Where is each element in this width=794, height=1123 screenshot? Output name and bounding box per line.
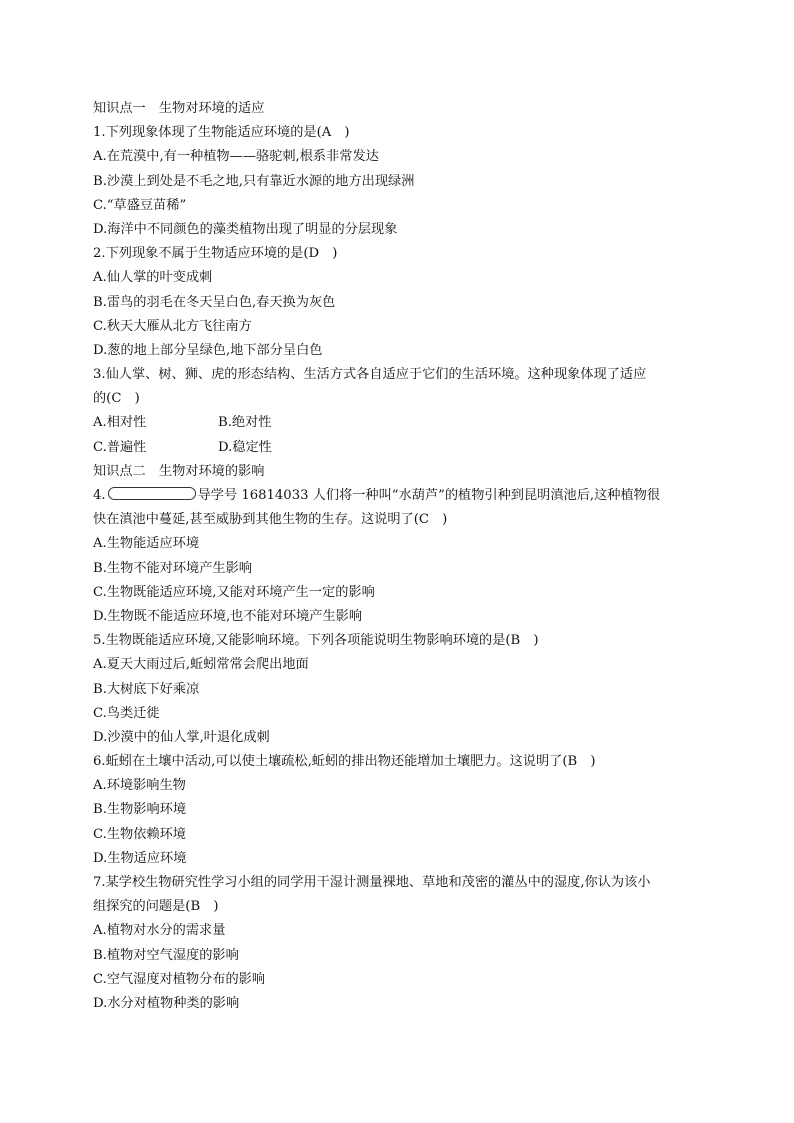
- question-5-option-a: A.夏天大雨过后,蚯蚓常常会爬出地面: [93, 657, 309, 673]
- question-6-option-d: D.生物适应环境: [93, 850, 187, 866]
- question-7-option-a: A.植物对水分的需求量: [93, 923, 226, 939]
- question-2: [93, 242, 705, 363]
- question-6-option-a: A.环境影响生物: [93, 778, 186, 794]
- question-4: [93, 484, 705, 629]
- guide-badge-icon: [108, 487, 196, 500]
- question-3-stem-line-2: 的(C ): [93, 391, 140, 407]
- question-5-option-c: C.鸟类迁徙: [93, 705, 160, 721]
- question-1-option-b: B.沙漠上到处是不毛之地,只有靠近水源的地方出现绿洲: [93, 173, 415, 189]
- question-1-option-d: D.海洋中不同颜色的藻类植物出现了明显的分层现象: [93, 221, 398, 237]
- question-1-option-a: A.在荒漠中,有一种植物——骆驼刺,根系非常发达: [93, 149, 379, 165]
- question-7-option-c: C.空气湿度对植物分布的影响: [93, 971, 266, 987]
- question-7-stem-line-2: 组探究的问题是(B ): [93, 899, 219, 915]
- question-4-stem-line-2: 快在滇池中蔓延,甚至威胁到其他生物的生存。这说明了(C ): [93, 512, 448, 528]
- question-7-stem-line-1: 7.某学校生物研究性学习小组的同学用干湿计测量裸地、草地和茂密的灌丛中的湿度,你认为该小: [93, 875, 651, 890]
- question-7-option-d: D.水分对植物种类的影响: [93, 995, 240, 1011]
- question-3: [93, 363, 705, 460]
- question-7-option-b: B.植物对空气湿度的影响: [93, 947, 239, 963]
- question-6: [93, 750, 705, 871]
- question-5-option-d: D.沙漠中的仙人掌,叶退化成刺: [93, 729, 270, 745]
- worksheet-page: [93, 97, 705, 1016]
- question-4-option-c: C.生物既能适应环境,又能对环境产生一定的影响: [93, 584, 375, 600]
- question-3-option-b: B.绝对性: [218, 415, 272, 431]
- question-6-option-c: C.生物依赖环境: [93, 826, 186, 842]
- question-4-option-d: D.生物既不能适应环境,也不能对环境产生影响: [93, 608, 363, 624]
- question-2-stem: 2.下列现象不属于生物适应环境的是(D ): [93, 246, 338, 262]
- question-4-stem-text: 导学号 16814033 人们将一种叫“水葫芦”的植物引种到昆明滇池后,这种植物很: [197, 488, 661, 503]
- question-5: [93, 629, 705, 750]
- question-6-option-b: B.生物影响环境: [93, 802, 187, 818]
- question-5-option-b: B.大树底下好乘凉: [93, 681, 200, 697]
- question-5-stem: 5.生物既能适应环境,又能影响环境。下列各项能说明生物影响环境的是(B ): [93, 633, 539, 649]
- section-1-heading: 知识点一 生物对环境的适应: [93, 101, 265, 116]
- question-2-option-b: B.雷鸟的羽毛在冬天呈白色,春天换为灰色: [93, 294, 336, 310]
- question-1-stem: 1.下列现象体现了生物能适应环境的是(A ): [93, 125, 350, 141]
- question-2-option-a: A.仙人掌的叶变成刺: [93, 270, 213, 286]
- question-7: [93, 871, 705, 1016]
- section-2-heading: 知识点二 生物对环境的影响: [93, 463, 265, 479]
- question-3-options-row-2: [93, 436, 705, 460]
- question-4-number: 4.: [93, 488, 106, 503]
- question-3-option-a: A.相对性: [93, 415, 147, 431]
- question-4-option-b: B.生物不能对环境产生影响: [93, 560, 252, 576]
- question-2-option-d: D.葱的地上部分呈绿色,地下部分呈白色: [93, 342, 323, 358]
- question-3-option-d: D.稳定性: [218, 439, 272, 455]
- question-3-stem-line-1: 3.仙人掌、树、狮、虎的形态结构、生活方式各自适应于它们的生活环境。这种现象体现了适应: [93, 367, 647, 383]
- question-3-option-c: C.普遍性: [93, 439, 147, 455]
- question-1-option-c: C.“草盛豆苗稀”: [93, 197, 187, 213]
- question-4-stem-line-1: [93, 484, 705, 508]
- question-6-stem: 6.蚯蚓在土壤中活动,可以使土壤疏松,蚯蚓的排出物还能增加土壤肥力。这说明了(B ): [93, 754, 596, 770]
- question-4-option-a: A.生物能适应环境: [93, 536, 200, 552]
- question-2-option-c: C.秋天大雁从北方飞往南方: [93, 318, 252, 334]
- question-3-options-row-1: [93, 411, 705, 435]
- question-1: [93, 121, 705, 242]
